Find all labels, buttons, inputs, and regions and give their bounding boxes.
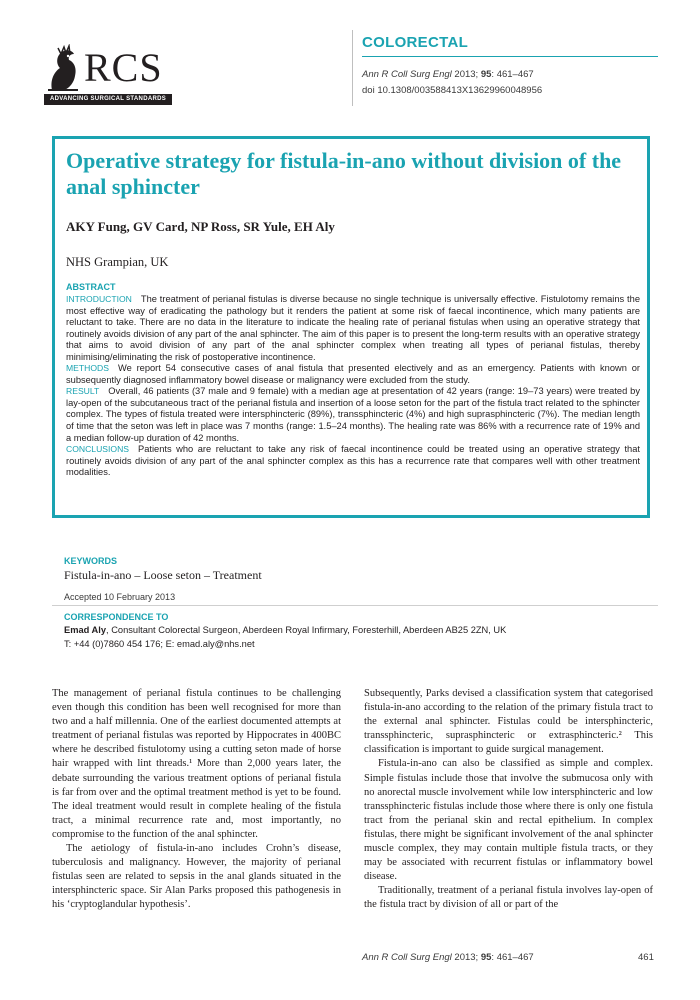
correspondence-heading: CORRESPONDENCE TO <box>64 612 169 622</box>
paragraph: Fistula-in-ano can also be classified as simple and complex. Simple fistulas include those that involve the submucosa only with no anorectal muscle involvement while low intersphincteric and low transsphincteric fistulas include those where there is only one fistula tract from the perianal skin and rectal epithelium. In complex fistulas, there might be significant involvement of the anal sphincter muscle complex, they may contain multiple fistula tracts, or they may be associated with recurrent fistulas or inflammatory bowel disease. <box>364 758 653 883</box>
logo-tagline: ADVANCING SURGICAL STANDARDS <box>44 94 172 105</box>
conclusions-label: CONCLUSIONS <box>66 444 130 455</box>
paragraph: Subsequently, Parks devised a classification system that categorised fistula-in-ano according to the relation of the primary fistula tract to the external anal sphincter. Fistulas could be intersphincteric, transsphincteric, suprasphincteric or extrasphincteric.² This classification is important to guide surgical management. <box>364 688 653 756</box>
section-label: COLORECTAL <box>362 34 469 51</box>
authors: AKY Fung, GV Card, NP Ross, SR Yule, EH Aly <box>66 219 335 234</box>
divider <box>52 605 658 606</box>
abstract-conclusions: CONCLUSIONS Patients who are reluctant to take any risk of faecal incontinence could be treated using an operative strategy that routinely avoids division of any part of the anal sphincter complex as this has a recurrence rate that compares well with other treatment modalities. <box>66 444 640 478</box>
introduction-label: INTRODUCTION <box>66 294 132 304</box>
abstract-introduction: INTRODUCTION The treatment of perianal fistulas is diverse because no single technique is universally effective. Fistulotomy remains the most effective way of eradicating the pathology but it renders the patient at some risk of faecal incontinence, which many patients are reluctant to take. There are no data in the literature to indicate the healing rate of perianal fistulas when using an operative strategy that routinely avoids division of any part of the anal sphincter. The aim of this paper is to present the long-term results with an operative strategy that aims to avoid division of any part of the anal sphincter complex when treating all types of perianal fistulas, thereby minimising/eliminating the risk of postoperative incontinence. <box>66 294 640 362</box>
abstract-result: RESULT Overall, 46 patients (37 male and 9 female) with a median age at presentation of 42 years (range: 19–73 years) were treated by lay-open of the subcutaneous tract of the perianal fistula and insertion of a loose seton for the part of the fistula tract related to the sphincter complex. The types of fistula treated were intersphincteric (89%), transsphincteric (4%) and high suprasphincteric (7%). The median length of time that the seton was left in place was 7 months (range: 1.5–24 months). The healing rate was 86% with a recurrence rate of 19% and a median follow-up duration of 42 months. <box>66 386 640 443</box>
page-number: 461 <box>638 952 654 963</box>
body-column-left <box>52 687 341 913</box>
correspondence-contact: T: +44 (0)7860 454 176; E: emad.aly@nhs.net <box>64 639 255 649</box>
methods-label: METHODS <box>66 363 109 374</box>
crest-icon <box>44 44 82 92</box>
header-divider <box>352 30 353 106</box>
abstract-methods: METHODS We report 54 consecutive cases of anal fistula that presented electively and as an emergency. Patients with known or subsequently diagnosed inflammatory bowel disease or malignancy were excluded from the study. <box>66 363 640 385</box>
accepted-date: Accepted 10 February 2013 <box>64 592 176 602</box>
paragraph: The aetiology of fistula-in-ano includes Crohn’s disease, tuberculosis and malignancy. However, the majority of perianal fistulas seen are related to sepsis in the anal glands situated in the intersphincteric space. Sir Alan Parks proposed this pathogenesis in his ‘cryptoglandular hypothesis’. <box>52 843 341 911</box>
doi: doi 10.1308/003588413X13629960048956 <box>362 85 543 96</box>
paragraph: The management of perianal fistula continues to be challenging even though this condition has been well recognised for more than two and a half millennia. One of the earliest documented attempts at treatment of perianal fistulas was reported by Hippocrates in 400BC where he described fistulotomy using a cutting seton made of horse hair wrapped with lint threads.¹ More than 2,000 years later, the debate surrounding the various treatment options of perianal fistula is far from over and the optimal treatment method is yet to be found. The ideal treatment would result in complete healing of the fistula tract, a minimal recurrence rate and, most importantly, no compromise to the function of the anal sphincter. <box>52 688 341 840</box>
keywords: Fistula-in-ano – Loose seton – Treatment <box>64 568 262 582</box>
article-title: Operative strategy for fistula-in-ano without division of the anal sphincter <box>66 148 622 199</box>
paragraph: Traditionally, treatment of a perianal fistula involves lay-open of the fistula tract by division of all or part of the <box>364 885 653 911</box>
result-label: RESULT <box>66 386 100 397</box>
citation: Ann R Coll Surg Engl 2013; 95: 461–467 <box>362 69 534 80</box>
logo-text: RCS <box>84 45 163 90</box>
keywords-heading: KEYWORDS <box>64 556 118 566</box>
abstract-heading: ABSTRACT <box>66 282 116 292</box>
footer-citation: Ann R Coll Surg Engl 2013; 95: 461–467 <box>362 952 534 963</box>
section-rule <box>362 56 658 57</box>
abstract-body <box>66 294 640 479</box>
rcs-logo <box>44 44 172 106</box>
correspondence-details: Emad Aly, Consultant Colorectal Surgeon, Aberdeen Royal Infirmary, Foresterhill, Aberdeen AB25 2ZN, UK <box>64 625 507 635</box>
affiliation: NHS Grampian, UK <box>66 255 169 269</box>
body-column-right <box>364 687 653 913</box>
